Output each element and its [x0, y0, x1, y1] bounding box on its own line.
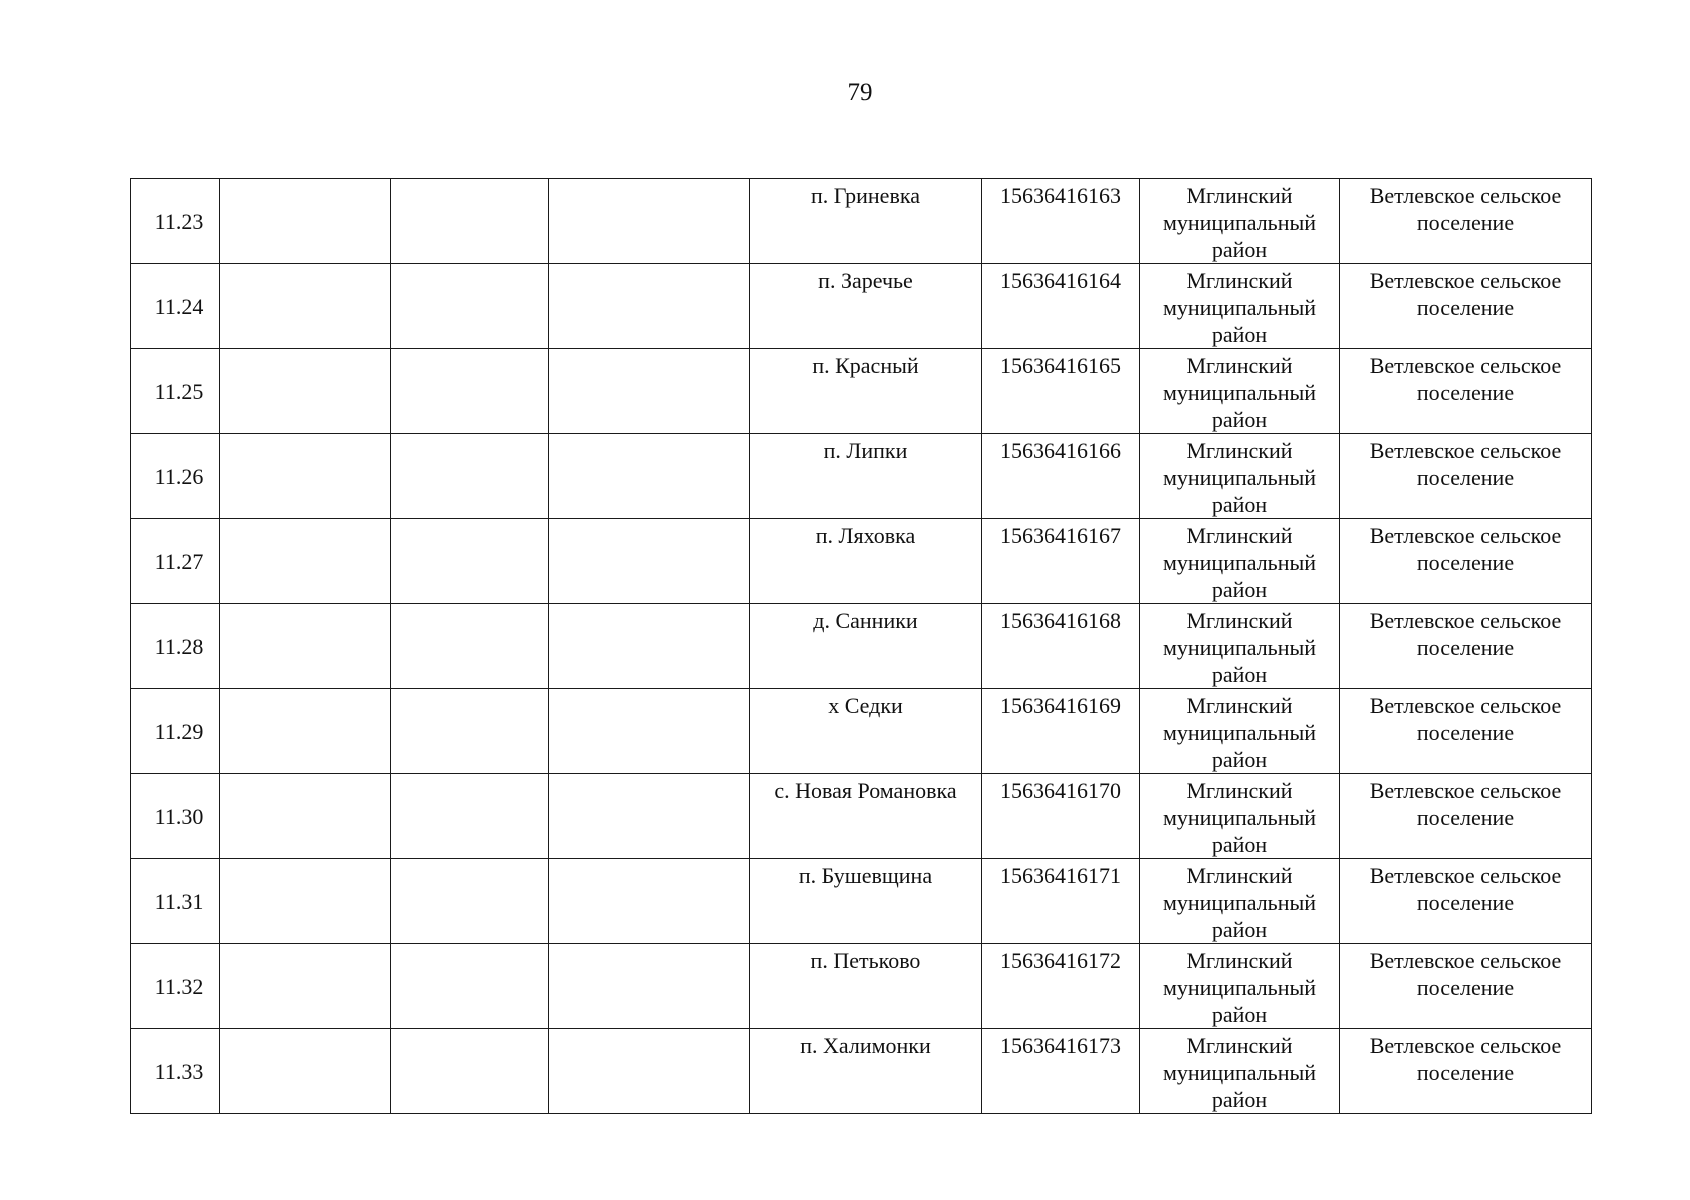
table-row	[131, 859, 1592, 944]
municipality-cell: Ветлевское сельское поселение	[1340, 349, 1592, 434]
empty-cell-2	[391, 774, 549, 859]
empty-cell-1	[220, 689, 391, 774]
table-row	[131, 434, 1592, 519]
empty-cell-1	[220, 179, 391, 264]
empty-cell-3	[549, 349, 750, 434]
oktmo-code-cell: 15636416172	[982, 944, 1140, 1029]
district-cell: Мглинский муниципальный район	[1140, 264, 1340, 349]
oktmo-code-cell: 15636416163	[982, 179, 1140, 264]
district-cell: Мглинский муниципальный район	[1140, 774, 1340, 859]
empty-cell-3	[549, 859, 750, 944]
settlement-name-cell: с. Новая Романовка	[750, 774, 982, 859]
row-number-cell: 11.32	[131, 944, 220, 1029]
empty-cell-1	[220, 264, 391, 349]
oktmo-code-cell: 15636416173	[982, 1029, 1140, 1114]
district-cell: Мглинский муниципальный район	[1140, 604, 1340, 689]
table-row	[131, 264, 1592, 349]
empty-cell-3	[549, 264, 750, 349]
empty-cell-2	[391, 434, 549, 519]
settlement-name-cell: п. Заречье	[750, 264, 982, 349]
settlement-name-cell: п. Красный	[750, 349, 982, 434]
settlement-name-cell: д. Санники	[750, 604, 982, 689]
settlement-name-cell: п. Бушевщина	[750, 859, 982, 944]
empty-cell-2	[391, 859, 549, 944]
oktmo-code-cell: 15636416170	[982, 774, 1140, 859]
oktmo-code-cell: 15636416164	[982, 264, 1140, 349]
district-cell: Мглинский муниципальный район	[1140, 944, 1340, 1029]
row-number-cell: 11.33	[131, 1029, 220, 1114]
settlement-name-cell: п. Халимонки	[750, 1029, 982, 1114]
empty-cell-1	[220, 434, 391, 519]
empty-cell-3	[549, 519, 750, 604]
empty-cell-3	[549, 604, 750, 689]
empty-cell-2	[391, 944, 549, 1029]
page-number: 79	[847, 79, 873, 106]
municipality-cell: Ветлевское сельское поселение	[1340, 689, 1592, 774]
settlement-name-cell: п. Гриневка	[750, 179, 982, 264]
municipality-cell: Ветлевское сельское поселение	[1340, 519, 1592, 604]
district-cell: Мглинский муниципальный район	[1140, 689, 1340, 774]
row-number-cell: 11.30	[131, 774, 220, 859]
oktmo-code-cell: 15636416171	[982, 859, 1140, 944]
municipality-cell: Ветлевское сельское поселение	[1340, 1029, 1592, 1114]
empty-cell-3	[549, 179, 750, 264]
table-row	[131, 179, 1592, 264]
row-number-cell: 11.28	[131, 604, 220, 689]
oktmo-code-cell: 15636416165	[982, 349, 1140, 434]
table-row	[131, 944, 1592, 1029]
municipality-cell: Ветлевское сельское поселение	[1340, 264, 1592, 349]
row-number-cell: 11.23	[131, 179, 220, 264]
empty-cell-2	[391, 519, 549, 604]
row-number-cell: 11.31	[131, 859, 220, 944]
district-cell: Мглинский муниципальный район	[1140, 1029, 1340, 1114]
table-row	[131, 519, 1592, 604]
empty-cell-3	[549, 434, 750, 519]
empty-cell-3	[549, 944, 750, 1029]
empty-cell-1	[220, 944, 391, 1029]
table-row	[131, 349, 1592, 434]
row-number-cell: 11.29	[131, 689, 220, 774]
municipality-cell: Ветлевское сельское поселение	[1340, 774, 1592, 859]
oktmo-code-cell: 15636416169	[982, 689, 1140, 774]
district-cell: Мглинский муниципальный район	[1140, 179, 1340, 264]
municipality-cell: Ветлевское сельское поселение	[1340, 179, 1592, 264]
district-cell: Мглинский муниципальный район	[1140, 859, 1340, 944]
row-number-cell: 11.26	[131, 434, 220, 519]
settlement-name-cell: п. Ляховка	[750, 519, 982, 604]
empty-cell-2	[391, 689, 549, 774]
settlement-name-cell: х Седки	[750, 689, 982, 774]
empty-cell-1	[220, 349, 391, 434]
table-row	[131, 774, 1592, 859]
municipality-cell: Ветлевское сельское поселение	[1340, 944, 1592, 1029]
empty-cell-1	[220, 604, 391, 689]
empty-cell-3	[549, 689, 750, 774]
settlements-table	[130, 178, 1592, 1114]
row-number-cell: 11.27	[131, 519, 220, 604]
empty-cell-1	[220, 1029, 391, 1114]
row-number-cell: 11.25	[131, 349, 220, 434]
settlement-name-cell: п. Липки	[750, 434, 982, 519]
table-row	[131, 1029, 1592, 1114]
empty-cell-2	[391, 1029, 549, 1114]
empty-cell-3	[549, 1029, 750, 1114]
table-row	[131, 604, 1592, 689]
municipality-cell: Ветлевское сельское поселение	[1340, 434, 1592, 519]
empty-cell-2	[391, 264, 549, 349]
settlement-name-cell: п. Петьково	[750, 944, 982, 1029]
oktmo-code-cell: 15636416168	[982, 604, 1140, 689]
empty-cell-2	[391, 179, 549, 264]
empty-cell-3	[549, 774, 750, 859]
empty-cell-1	[220, 859, 391, 944]
empty-cell-1	[220, 774, 391, 859]
row-number-cell: 11.24	[131, 264, 220, 349]
municipality-cell: Ветлевское сельское поселение	[1340, 859, 1592, 944]
table-body	[131, 179, 1592, 1114]
empty-cell-2	[391, 349, 549, 434]
oktmo-code-cell: 15636416167	[982, 519, 1140, 604]
empty-cell-1	[220, 519, 391, 604]
district-cell: Мглинский муниципальный район	[1140, 349, 1340, 434]
district-cell: Мглинский муниципальный район	[1140, 434, 1340, 519]
table-row	[131, 689, 1592, 774]
empty-cell-2	[391, 604, 549, 689]
district-cell: Мглинский муниципальный район	[1140, 519, 1340, 604]
oktmo-code-cell: 15636416166	[982, 434, 1140, 519]
municipality-cell: Ветлевское сельское поселение	[1340, 604, 1592, 689]
